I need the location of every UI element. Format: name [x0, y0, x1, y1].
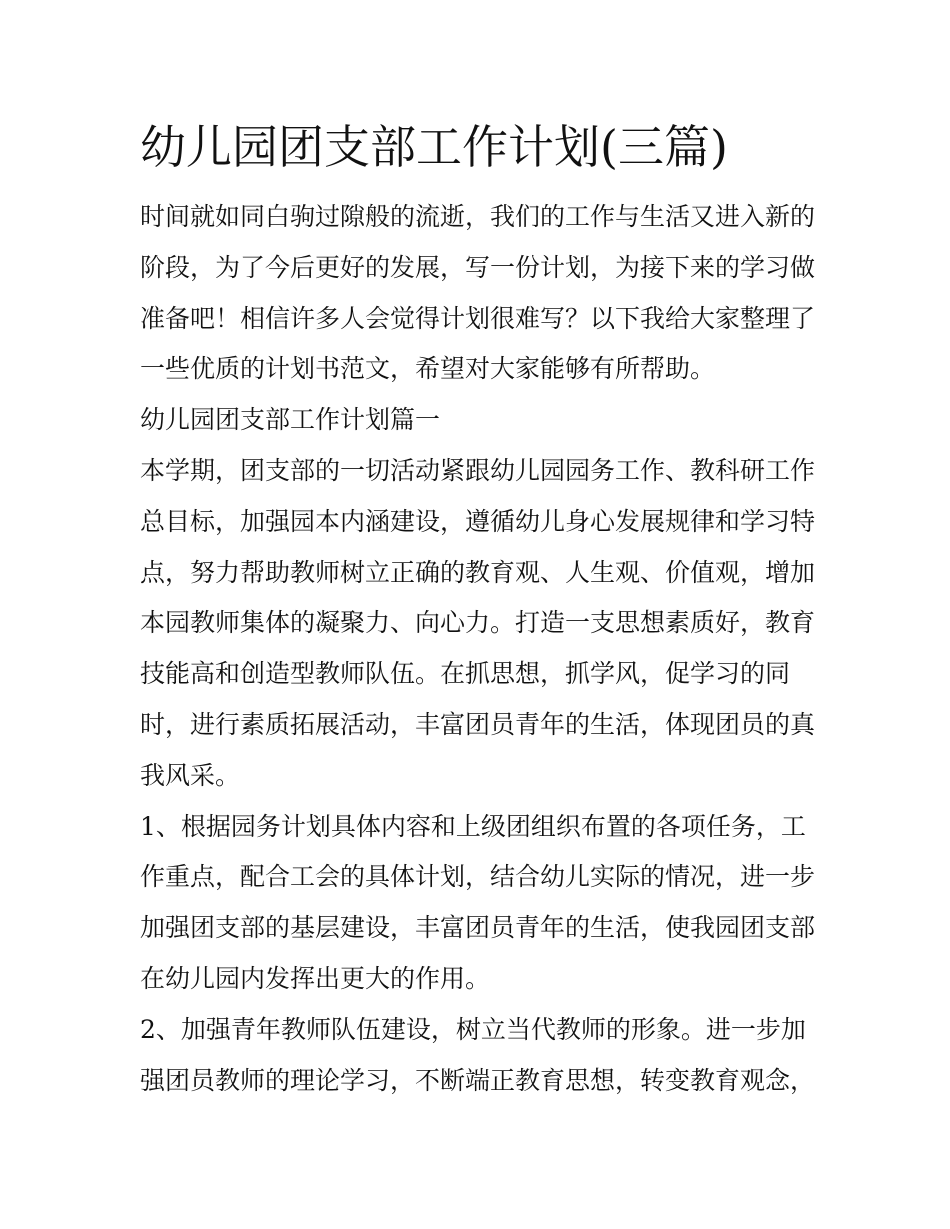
list-item-line: 1、根据园务计划具体内容和上级团组织布置的各项任务，工 [140, 811, 806, 841]
list-item-2 [140, 1005, 820, 1107]
list-item-1 [140, 802, 820, 1005]
list-item-line: 作重点，配合工会的具体计划，结合幼儿实际的情况，进一步 [140, 862, 816, 892]
body-line: 点，努力帮助教师树立正确的教育观、人生观、价值观，增加 [140, 557, 816, 587]
body-line: 我风采。 [140, 760, 241, 790]
list-item-line: 强团员教师的理论学习，不断端正教育思想，转变教育观念， [140, 1065, 816, 1095]
intro-line: 准备吧！相信许多人会觉得计划很难写？以下我给大家整理了 [140, 303, 816, 333]
body-line: 时，进行素质拓展活动，丰富团员青年的生活，体现团员的真 [140, 709, 816, 739]
intro-line: 一些优质的计划书范文，希望对大家能够有所帮助。 [140, 354, 716, 384]
body-line: 本园教师集体的凝聚力、向心力。打造一支思想素质好，教育 [140, 608, 816, 638]
document-body [140, 112, 820, 1106]
intro-line: 时间就如同白驹过隙般的流逝，我们的工作与生活又进入新的 [140, 202, 816, 231]
body-line: 总目标，加强园本内涵建设，遵循幼儿身心发展规律和学习特 [140, 506, 816, 536]
document-title: 幼儿园团支部工作计划(三篇) [140, 120, 728, 174]
list-item-line: 加强团支部的基层建设，丰富团员青年的生活，使我园团支部 [140, 913, 816, 943]
list-item-line: 2、加强青年教师队伍建设，树立当代教师的形象。进一步加 [140, 1014, 806, 1044]
body-paragraph [140, 446, 820, 802]
intro-paragraph [140, 192, 820, 395]
intro-line: 阶段，为了今后更好的发展，写一份计划，为接下来的学习做 [140, 252, 816, 282]
body-line: 技能高和创造型教师队伍。在抓思想，抓学风，促学习的同 [140, 659, 791, 689]
list-item-line: 在幼儿园内发挥出更大的作用。 [140, 963, 491, 993]
body-line: 本学期，团支部的一切活动紧跟幼儿园园务工作、教科研工作 [140, 455, 816, 485]
section-heading: 幼儿园团支部工作计划篇一 [140, 405, 441, 435]
